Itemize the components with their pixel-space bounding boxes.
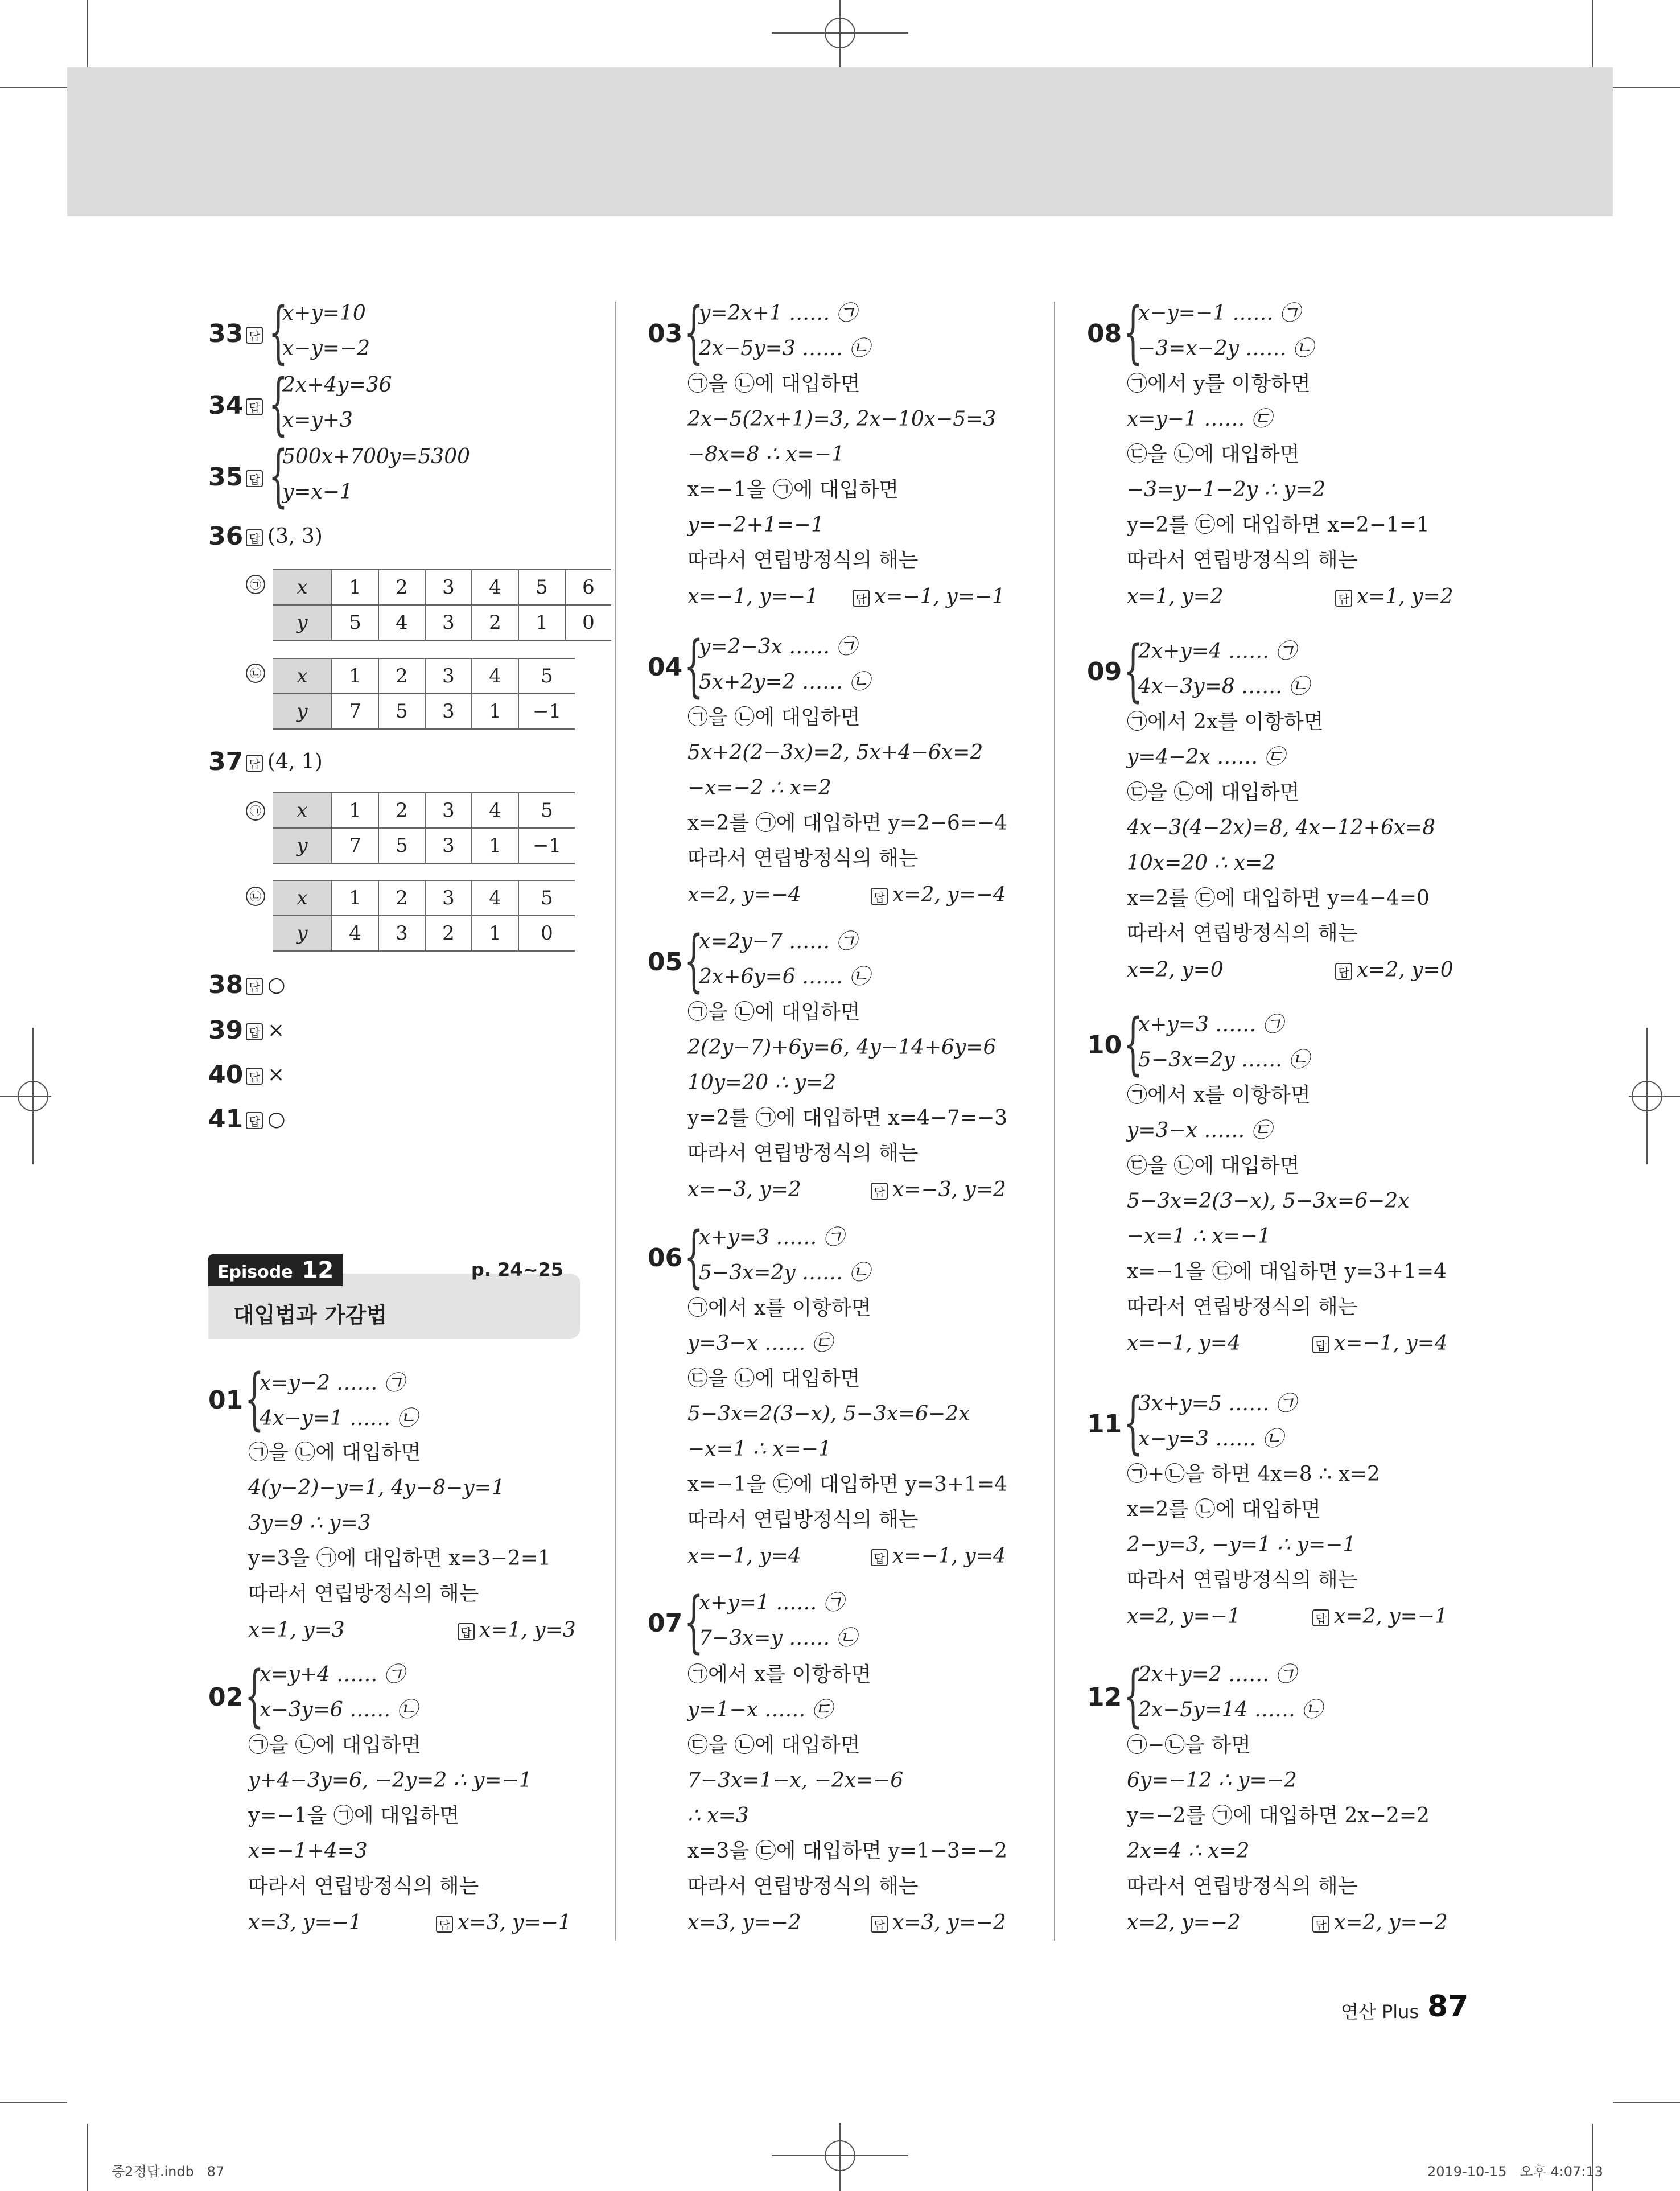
solution-line: 6y=−12 ∴ y=−2 — [1127, 1769, 1297, 1792]
equation-line: x+y=1 …… ㉠ — [699, 1591, 844, 1615]
system-brace: { — [1123, 1656, 1143, 1735]
solution-line: y+4−3y=6, −2y=2 ∴ y=−1 — [248, 1769, 532, 1792]
equation-line: y=x−1 — [282, 480, 353, 504]
answer-text: 답 x=1, y=2 — [1335, 579, 1453, 615]
solution-line: y=4−2x …… ㉢ — [1127, 746, 1285, 769]
solution-line: 따라서 연립방정식의 해는 — [687, 549, 919, 572]
solution-line: ∴ x=3 — [687, 1804, 749, 1827]
system-brace: { — [269, 364, 288, 443]
equation-line: 7−3x=y …… ㉡ — [699, 1626, 857, 1650]
solution-line: y=1−x …… ㉢ — [687, 1698, 833, 1722]
crop-mark — [1613, 87, 1680, 88]
solution-line: 2x−5(2x+1)=3, 2x−10x−5=3 — [687, 407, 997, 431]
solution-line: x=−1, y=4 — [687, 1545, 801, 1568]
equation-line: x=y+4 …… ㉠ — [260, 1663, 405, 1686]
solution-line: 2−y=3, −y=1 ∴ y=−1 — [1127, 1533, 1356, 1556]
solution-line: y=3−x …… ㉢ — [687, 1332, 833, 1355]
system-brace: { — [269, 436, 288, 514]
solution-line: 7−3x=1−x, −2x=−6 — [687, 1769, 904, 1792]
answer-text: 답 x=1, y=3 — [458, 1613, 576, 1648]
equation-line: 5x+2y=2 …… ㉡ — [699, 670, 870, 694]
registration-mark — [772, 0, 908, 68]
equation-line: x+y=10 — [282, 302, 366, 325]
answer-text: 답 x=3, y=−1 — [436, 1905, 571, 1941]
solution-line: x=3, y=−1 — [248, 1911, 362, 1934]
question-number: 36 — [208, 522, 244, 551]
solution-line: 따라서 연립방정식의 해는 — [1127, 922, 1358, 945]
equation-line: 4x−3y=8 …… ㉡ — [1138, 675, 1310, 698]
solution-line: ㉠을 ㉡에 대입하면 — [687, 706, 860, 729]
solution-line: 따라서 연립방정식의 해는 — [687, 847, 919, 870]
solution-line: x=2를 ㉢에 대입하면 y=4−4=0 — [1127, 887, 1430, 910]
answer-mark: 답 — [246, 388, 267, 423]
solution-line: 따라서 연립방정식의 해는 — [1127, 1875, 1358, 1898]
equation-line: 2x+y=2 …… ㉠ — [1138, 1663, 1296, 1686]
solution-line: 따라서 연립방정식의 해는 — [248, 1875, 479, 1898]
answer-text: 답 × — [246, 1013, 285, 1048]
solution-line: ㉠을 ㉡에 대입하면 — [687, 1000, 860, 1024]
answer-text: 답 x=2, y=−2 — [1312, 1905, 1448, 1941]
solution-line: ㉠에서 2x를 이항하면 — [1127, 710, 1324, 734]
solution-line: x=2, y=0 — [1127, 958, 1224, 982]
solution-line: 따라서 연립방정식의 해는 — [687, 1508, 919, 1531]
solution-line: −x=1 ∴ x=−1 — [1127, 1225, 1271, 1248]
solution-line: 4(y−2)−y=1, 4y−8−y=1 — [248, 1476, 505, 1500]
crop-mark — [87, 0, 88, 67]
crop-mark — [1592, 2124, 1593, 2191]
system-brace: { — [1123, 293, 1143, 371]
equation-line: 5−3x=2y …… ㉡ — [699, 1261, 870, 1284]
crop-mark — [0, 87, 67, 88]
question-number: 04 — [648, 653, 683, 682]
solution-line: 5−3x=2(3−x), 5−3x=6−2x — [1127, 1189, 1410, 1213]
question-number: 07 — [648, 1609, 683, 1638]
equation-line: x=y−2 …… ㉠ — [260, 1372, 405, 1395]
solution-line: ㉠에서 y를 이항하면 — [1127, 372, 1311, 396]
file-label: 중2정답.indb 87 — [112, 2164, 225, 2180]
question-number: 08 — [1087, 319, 1122, 348]
answer-text: 답 x=−1, y=4 — [871, 1539, 1006, 1574]
equation-line: −3=x−2y …… ㉡ — [1138, 337, 1313, 360]
system-brace: { — [245, 1656, 264, 1735]
solution-line: ㉠에서 x를 이항하면 — [687, 1663, 871, 1686]
solution-line: 3y=9 ∴ y=3 — [248, 1512, 371, 1535]
question-number: 02 — [208, 1683, 244, 1712]
page-number: 87 — [1427, 1990, 1469, 2024]
answer-text: 답 x=−1, y=4 — [1312, 1326, 1448, 1361]
solution-line: y=−2를 ㉠에 대입하면 2x−2=2 — [1127, 1804, 1430, 1827]
equation-line: x−y=−2 — [282, 337, 370, 360]
solution-line: y=−1을 ㉠에 대입하면 — [248, 1804, 460, 1827]
system-brace: { — [684, 626, 703, 705]
solution-line: ㉢을 ㉡에 대입하면 — [1127, 781, 1300, 804]
solution-line: x=1, y=2 — [1127, 585, 1224, 608]
episode-page: p. 24~25 — [471, 1259, 563, 1280]
question-number: 39 — [208, 1016, 244, 1045]
solution-line: x=2, y=−2 — [1127, 1911, 1241, 1934]
equation-line: x=2y−7 …… ㉠ — [699, 930, 857, 953]
system-brace: { — [684, 1582, 703, 1661]
solution-line: ㉠에서 x를 이항하면 — [1127, 1084, 1311, 1107]
registration-mark — [0, 1028, 51, 1164]
solution-line: 따라서 연립방정식의 해는 — [248, 1582, 479, 1605]
solution-line: ㉠을 ㉡에 대입하면 — [248, 1733, 421, 1757]
solution-line: ㉠−㉡을 하면 — [1127, 1733, 1251, 1757]
value-table: x 1 2 3 4 5 6 y 5 4 3 2 1 0 — [273, 569, 611, 641]
table-mark: ㉠ — [246, 792, 265, 827]
system-brace: { — [269, 293, 288, 371]
episode-tag: Episode 12 — [208, 1254, 343, 1286]
table-mark: ㉠ — [246, 566, 265, 601]
answer-text: 답 ○ — [246, 967, 285, 1003]
solution-line: 4x−3(4−2x)=8, 4x−12+6x=8 — [1127, 816, 1436, 839]
equation-line: 2x+y=4 …… ㉠ — [1138, 640, 1296, 663]
solution-line: 5−3x=2(3−x), 5−3x=6−2x — [687, 1402, 970, 1426]
solution-line: x=3, y=−2 — [687, 1911, 801, 1934]
question-number: 37 — [208, 747, 244, 776]
solution-line: ㉢을 ㉡에 대입하면 — [687, 1367, 860, 1390]
solution-line: ㉠+㉡을 하면 4x=8 ∴ x=2 — [1127, 1463, 1380, 1486]
table-mark: ㉡ — [246, 878, 265, 913]
question-number: 06 — [648, 1243, 683, 1272]
answer-text: 답 × — [246, 1057, 285, 1093]
answer-text: 답 x=2, y=0 — [1335, 953, 1453, 988]
value-table: x 1 2 3 4 5 y 7 5 3 1 −1 — [273, 658, 575, 730]
equation-line: 2x−5y=14 …… ㉡ — [1138, 1698, 1323, 1722]
question-number: 10 — [1087, 1031, 1122, 1060]
question-number: 35 — [208, 463, 244, 492]
header-band — [67, 67, 1613, 216]
registration-mark — [772, 2123, 908, 2191]
equation-line: 500x+700y=5300 — [282, 445, 471, 468]
value-table: x 1 2 3 4 5 y 7 5 3 1 −1 — [273, 792, 575, 864]
solution-line: x=−1, y=4 — [1127, 1332, 1241, 1355]
solution-line: x=1, y=3 — [248, 1618, 345, 1642]
equation-line: x−y=3 …… ㉡ — [1138, 1427, 1283, 1451]
answer-mark: 답 — [246, 316, 267, 352]
solution-line: x=2, y=−1 — [1127, 1605, 1241, 1628]
question-number: 38 — [208, 970, 244, 999]
solution-line: x=−1을 ㉢에 대입하면 y=3+1=4 — [1127, 1260, 1447, 1283]
solution-line: ㉠을 ㉡에 대입하면 — [248, 1441, 421, 1464]
system-brace: { — [1123, 1383, 1143, 1461]
solution-line: x=−1을 ㉠에 대입하면 — [687, 478, 899, 501]
table-mark: ㉡ — [246, 654, 265, 690]
solution-line: x=−1을 ㉢에 대입하면 y=3+1=4 — [687, 1473, 1008, 1496]
crop-mark — [87, 2124, 88, 2191]
value-table: x 1 2 3 4 5 y 4 3 2 1 0 — [273, 880, 575, 952]
equation-line: 2x+6y=6 …… ㉡ — [699, 965, 870, 989]
equation-line: x−y=−1 …… ㉠ — [1138, 302, 1300, 325]
book-title: 연산 Plus — [1341, 2001, 1419, 2023]
solution-line: x=2, y=−4 — [687, 883, 801, 907]
question-number: 12 — [1087, 1683, 1122, 1712]
solution-line: 따라서 연립방정식의 해는 — [1127, 549, 1358, 572]
equation-line: y=2−3x …… ㉠ — [699, 635, 857, 658]
equation-line: 3x+y=5 …… ㉠ — [1138, 1392, 1296, 1415]
system-brace: { — [1123, 631, 1143, 709]
crop-mark — [1613, 2102, 1680, 2103]
question-number: 41 — [208, 1105, 244, 1134]
equation-line: x+y=3 …… ㉠ — [1138, 1013, 1283, 1036]
question-number: 11 — [1087, 1410, 1122, 1439]
system-brace: { — [684, 921, 703, 999]
answer-text: 답 (4, 1) — [246, 744, 323, 780]
question-number: 34 — [208, 391, 244, 420]
crop-mark — [1592, 0, 1593, 67]
solution-line: ㉢을 ㉡에 대입하면 — [1127, 443, 1300, 466]
equation-line: 2x−5y=3 …… ㉡ — [699, 337, 870, 360]
system-brace: { — [684, 293, 703, 371]
column-divider — [615, 302, 616, 1941]
answer-text: 답 x=2, y=−4 — [871, 878, 1006, 913]
solution-line: x=−1+4=3 — [248, 1839, 368, 1863]
solution-line: y=2를 ㉢에 대입하면 x=2−1=1 — [1127, 513, 1430, 537]
answer-text: 답 x=3, y=−2 — [871, 1905, 1006, 1941]
answer-text: 답 (3, 3) — [246, 519, 323, 554]
solution-line: −x=1 ∴ x=−1 — [687, 1438, 831, 1461]
system-brace: { — [684, 1217, 703, 1295]
equation-line: 5−3x=2y …… ㉡ — [1138, 1048, 1310, 1072]
solution-line: ㉠을 ㉡에 대입하면 — [687, 372, 860, 396]
solution-line: 2x=4 ∴ x=2 — [1127, 1839, 1250, 1863]
solution-line: ㉢을 ㉡에 대입하면 — [1127, 1154, 1300, 1177]
question-number: 40 — [208, 1060, 244, 1089]
answer-text: 답 x=−1, y=−1 — [853, 579, 1005, 615]
solution-line: −8x=8 ∴ x=−1 — [687, 443, 845, 466]
solution-line: y=3−x …… ㉢ — [1127, 1119, 1272, 1142]
solution-line: 따라서 연립방정식의 해는 — [687, 1142, 919, 1165]
solution-line: −x=−2 ∴ x=2 — [687, 776, 831, 800]
solution-line: x=−3, y=2 — [687, 1178, 801, 1201]
answer-text: 답 x=−3, y=2 — [871, 1172, 1006, 1208]
question-number: 03 — [648, 319, 683, 348]
solution-line: ㉢을 ㉡에 대입하면 — [687, 1733, 860, 1757]
question-number: 05 — [648, 948, 683, 977]
solution-line: x=−1, y=−1 — [687, 585, 818, 608]
solution-line: x=y−1 …… ㉢ — [1127, 407, 1272, 431]
answer-mark: 답 — [246, 460, 267, 495]
solution-line: y=−2+1=−1 — [687, 513, 824, 537]
episode-title: 대입법과 가감법 — [233, 1303, 388, 1328]
column-divider — [1054, 302, 1055, 1941]
solution-line: 따라서 연립방정식의 해는 — [1127, 1568, 1358, 1592]
answer-text: 답 x=2, y=−1 — [1312, 1599, 1448, 1634]
equation-line: 4x−y=1 …… ㉡ — [260, 1407, 418, 1430]
solution-line: 10x=20 ∴ x=2 — [1127, 851, 1276, 875]
question-number: 09 — [1087, 657, 1122, 686]
solution-line: ㉠에서 x를 이항하면 — [687, 1296, 871, 1320]
solution-line: y=3을 ㉠에 대입하면 x=3−2=1 — [248, 1547, 551, 1570]
solution-line: y=2를 ㉠에 대입하면 x=4−7=−3 — [687, 1106, 1008, 1130]
equation-line: x=y+3 — [282, 409, 353, 432]
episode-header — [208, 1254, 580, 1339]
solution-line: x=3을 ㉢에 대입하면 y=1−3=−2 — [687, 1839, 1008, 1863]
solution-line: x=2를 ㉠에 대입하면 y=2−6=−4 — [687, 812, 1008, 835]
solution-line: 따라서 연립방정식의 해는 — [687, 1875, 919, 1898]
solution-line: 따라서 연립방정식의 해는 — [1127, 1295, 1358, 1319]
equation-line: x−3y=6 …… ㉡ — [260, 1698, 418, 1722]
solution-line: 5x+2(2−3x)=2, 5x+4−6x=2 — [687, 741, 983, 764]
registration-mark — [1629, 1028, 1680, 1164]
question-number: 01 — [208, 1386, 244, 1415]
system-brace: { — [245, 1359, 264, 1438]
system-brace: { — [1123, 1004, 1143, 1082]
solution-line: −3=y−1−2y ∴ y=2 — [1127, 478, 1326, 501]
question-number: 33 — [208, 319, 244, 348]
equation-line: x+y=3 …… ㉠ — [699, 1226, 844, 1249]
solution-line: x=2를 ㉡에 대입하면 — [1127, 1498, 1321, 1521]
timestamp: 2019-10-15 오후 4:07:13 — [1427, 2164, 1603, 2180]
solution-line: 2(2y−7)+6y=6, 4y−14+6y=6 — [687, 1036, 997, 1059]
solution-line: 10y=20 ∴ y=2 — [687, 1071, 837, 1094]
equation-line: 2x+4y=36 — [282, 373, 392, 397]
crop-mark — [0, 2102, 67, 2103]
answer-text: 답 ○ — [246, 1102, 285, 1137]
equation-line: y=2x+1 …… ㉠ — [699, 302, 857, 325]
